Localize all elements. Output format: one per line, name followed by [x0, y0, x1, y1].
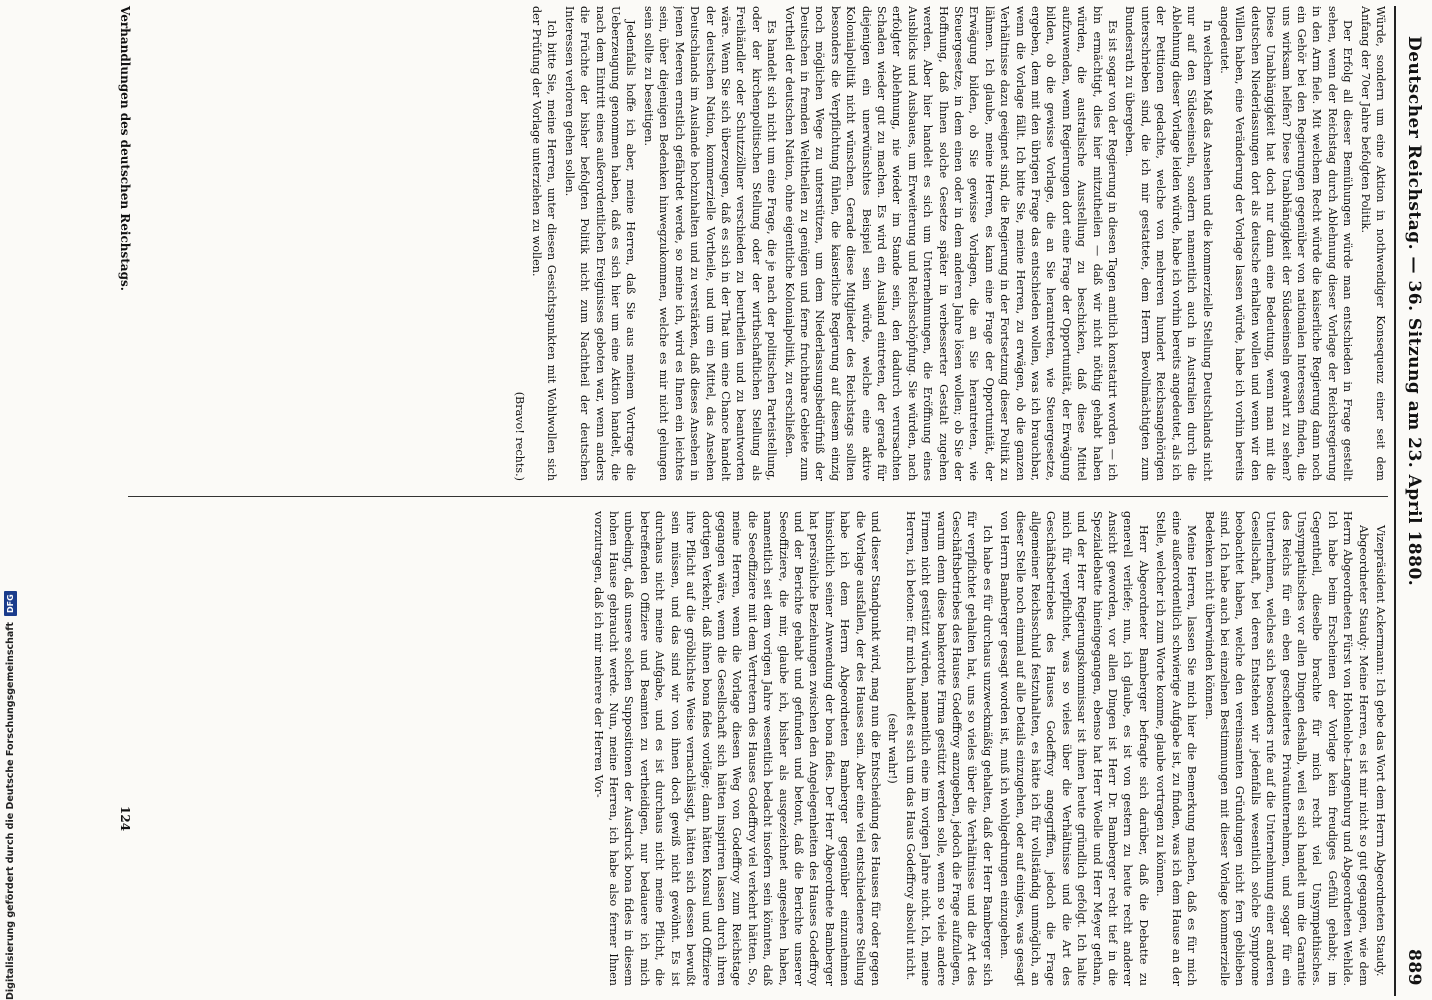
left-column	[118, 6, 1388, 481]
page-header	[1398, 6, 1428, 996]
left-footer: Verhandlungen des deutschen Reichstags.	[118, 6, 132, 291]
left-paragraph: In welchem Maß das Ansehen und die kommerzielle Stellung Deutschlands nicht nur auf den Südseeinseln, sondern namentlich auch in Australien durch die Ablehnung dieser Vorlage leiden würde, habe ich vorhin bereits angedeutet, als ich der Petitionen gedachte, welche von mehreren hundert Reichsangehörigen unterschrieben sind, die ich mir gestattete, dem Herrn Bevollmächtigten zum Bundesrath zu übergeben.	[1123, 6, 1214, 481]
credit-text: Digitalisierung gefördert durch die Deutsche Forschungsgemeinschaft	[4, 622, 16, 1000]
left-paragraph: Würde, sondern um eine Aktion in nothwendiger Konsequenz einer seit dem Anfang der 70er Jahre befolgten Politik.	[1358, 6, 1387, 481]
right-paragraph: Herr Abgeordneter Bamberger befragte sich darüber, daß die Debatte zu generell verliefe; nun, ich glaube, es ist von gestern zu heute recht anderer Ansicht geworden, vor allen Dingen ist Herr Dr. Bamberger recht tief in die Spezialdebatte hineingegangen, ebenso hat Herr Woelle und Herr Meyer gethan, und der Herr Regierungskommissar ist ihnen heute gründlich gefolgt. Ich halte mich für verpflichtet, was so vieles über die Verhältnisse und die Art des Geschäftsbetriebes des Hauses Godeffroy angegriffen, jedoch die Frage allgemeiner Reichsschuld festzuhalten, es hätte ich für vollständig unmöglich, an dieser Stelle noch einmal auf alle Details einzugehen, oder auf einiges, was gesagt von Herrn Bamberger gesagt worden ist, muß ich wohlgedrungen einzugehen.	[998, 511, 1150, 986]
interjection: (sehr wahr!)	[886, 713, 900, 784]
left-paragraph: Ich bitte Sie, meine Herren, unter diesen Gesichtspunkten mit Wohlwollen sich der Prüfung der Vorlage unterziehen zu wollen.	[530, 6, 559, 481]
header-rule	[1394, 6, 1396, 996]
left-paragraph: Der Erfolg all dieser Bemühungen würde man entschieden in Frage gestellt sehen, wenn der Reichstag durch Ablehnung dieser Vorlage der Reichsregierung in den Arm fiele. Mit welchem Recht würde die kaiserliche Regierung dann noch ein Gehör bei den Regierungen gegenüber von nationalen Interessen finden, die uns wirksam helfen? Diese Unabhängigkeit der Südseeinseln gewahrt zu sehen? Diese Unabhängigkeit hat doch nur dann eine Bedeutung, wenn man mit die deutschen Niederlassungen dort als deutsche erhalten wollen und wenn wir den Willen haben, eine Veränderung der Vorlage lassen würde, habe ich vorhin bereits angedeutet.	[1217, 6, 1355, 481]
left-paragraph: Es ist sogar von der Regierung in diesen Tagen amtlich konstatirt worden — ich bin ermächtigt, dies hier mitzutheilen — daß wir nicht nöthig gehabt haben würden, die australische Ausstellung zu beschicken, daß diese Mittel aufzuwenden, wenn Regierungen dort eine Frage der Opportunität, der Erwägung bilden, ob die gewisse Vorlage, die an Sie herantreten, wie Steuergesetze, ergeben, dem mit den übrigen Frage das entschieden wollen, was ich brauchbar, wenn die Vorlage fällt. Ich bitte Sie, meine Herren, zu erwägen, ob die ganzen Verhältnisse dazu geeignet sind, die Regierung in der Fortsetzung dieser Politik zu lähmen. Ich glaube, meine Herren, es kann eine Frage der Opportunität, der Erwägung bilden, ob Sie gewisse Vorlagen, die an Sie herantreten, wie Steuergesetze, in dem einen oder in dem anderen Jahre lösen wollen; ob Sie der Hoffnung, daß Ihnen solche Gesetze später in verbesserter Gestalt zugehen werden. Aber hier handelt es sich um Unternehmungen, die Eröffnung eines Ausblicks und Ausbaues, um Erweiterung und Reichsschöpfung. Sie würden, nach erfolgter Ablehnung, nie wieder im Stande sein, den dadurch verursachten Schaden wieder gut zu machen. Es wird ein Ausland eintreten, der gerade für diejenigen ein unerwünschtes Beispiel sein würde, welche eine aktive Kolonialpolitik nicht wünschen. Gerade diese Mitglieder des Reichstags sollten besonders die Verpflichtung fühlen, die kaiserliche Regierung auf diesem einzig noch möglichen Wege zu unterstützen, um dem Niederlassungsbedürfniß der Deutschen in fremden Welttheilen zu genügen und ferne fruchtbare Gebiete zum Vortheil der deutschen Nation, ohne eigentliche Kolonialpolitik, zu erschließen.	[782, 6, 1120, 481]
running-title: Deutscher Reichstag. — 36. Sitzung am 23. April 1880.	[1404, 36, 1424, 587]
right-paragraph: Vizepräsident Ackermann: Ich gebe das Wort dem Herrn Abgeordneten Staudy.	[1374, 525, 1387, 977]
rotated-page-content	[98, 6, 1428, 996]
right-paragraph: Abgeordneter Staudy: Meine Herren, es ist mir nicht so gut gegangen, wie dem Herrn Abgeordneten Fürst von Hohenlohe-Langenburg und Abgeordneten Wehlde. Ich habe beim Erscheinen der Vorlage kein freudiges Gefühl gehabt; im Gegentheil, dieselbe brachte für mich recht viel Unsympathisches. Unsympathisches vor allen Dingen deshalb, weil es sich handelt um die Garantie des Reichs für ein eben gescheitertes Privatunternehmen, und sogar für ein Unternehmen, welches sich besonders rufe auf die Unternehmung einer anderen Gesellschaft, bei deren Entstehen wir jedenfalls wesentlich solche Symptome beobachtet haben, welche den vereinsamten Gründungen nicht fern geblieben sind. Ich habe auch bei einzelnen Bestimmungen mit dieser Vorlage kommerzielle Bedenken nicht überwinden können.	[1202, 511, 1370, 986]
left-paragraph: Jedenfalls hoffe ich aber, meine Herren, daß Sie aus meinem Vortrage die Ueberzeugung genommen haben, daß es sich hier um eine Aktion handelt, die nach dem Eintritt eines außerordentlichen Ereignisses geboten war, wenn anders die Früchte der bisher befolgten Politik nicht zum Nachtheil der deutschen Interessen verloren gehen sollen.	[562, 6, 638, 481]
left-paragraph: Es handelt sich nicht um eine Frage, die je nach der politischen Parteistellung, oder der kirchenpolitischen Stellung oder der wirthschaftlichen Stellung als Freihändler oder Schutzzöllner verschieden zu beurtheilen und zu beantworten wäre. Wenn Sie sich überzeugen, daß es sich in der That um eine Chance handelt der deutschen Nation, kommerzielle Vortheile, und um ein Mittel, das Ansehen Deutschlands im Auslande hochzuhalten und zu verstärken, daß dieses Ansehen in jenen Meeren ernstlich gefährdet werde, so meine ich, wird es Ihnen ein leichtes sein, über diejenigen Bedenken hinwegzukommen, welche es mir nicht gelungen sein sollte zu beseitigen.	[641, 6, 779, 481]
right-paragraph: Meine Herren, lassen Sie mich hier die Bemerkung machen, daß es für mich eine außerordentlich schwierige Aufgabe ist, zu finden, was ich dem Hause an der Stelle, welcher ich zum Worte komme, glaube vortragen zu können.	[1154, 511, 1199, 986]
sheet-number: 124	[118, 806, 132, 832]
right-paragraph: Ich habe es für durchaus unzweckmäßig gehalten, daß der Herr Bamberger sich für verpflichtet gehalten hat, uns so vieles über die Verhältnisse und die Art des Geschäftsbetriebes des Hauses Godeffroy anzugeben, jedoch die Frage aufzulegen, warum denn diese bankerotte Firma gestützt werden solle, wenn so viele andere Firmen nicht gestützt würden, namentlich eine im vorigen Jahre nicht. Ich, meine Herren, ich betone: für mich handelt es sich um das Haus Godeffroy absolut nicht.	[903, 511, 994, 986]
page-number: 889	[1404, 949, 1424, 986]
column-separator	[128, 496, 1388, 497]
bravo-note: (Bravo! rechts.)	[512, 391, 526, 481]
digitization-credit	[2, 0, 18, 1000]
right-paragraph: und dieser Standpunkt wird, mag nun die Entscheidung des Hauses für oder gegen die Vorlage ausfallen, der des Hauses sein. Aber eine viel entschiedenere Stellung habe ich dem Herrn Abgeordneten Bamberger gegenüber einzunehmen hinsichtlich seiner Anwendung der bona fides. Der Herr Abgeordnete Bamberger hat persönliche Beziehungen zwischen den Angelegenheiten des Hauses Godeffroy und der Berichte gehabt und gefunden und betont, daß die Berichte unserer Seeoffiziere, die mir, glaube ich, bisher als ausgezeichnet angesehen haben, namentlich seit dem vorigen Jahre wesentlich bedacht insofern sein könnten, daß die Seeoffiziere mit dem Vertretern des Hauses Godeffroy viel verkehrt hätten. So, meine Herren, wenn die Vorlage diesen Weg von Godeffroy zum Reichstage gegangen wäre, wenn die Gesellschaft sich hätten inspiriren lassen durch ihren dortigen Verkehr, daß ihnen bona fides vorläge; dann hätten Konsul und Offiziere ihre Pflicht auf die gröblichste Weise vernachlässigt, hätten sich dessen bewußt sein müssen, und das sind wir von ihnen doch gewiß nicht gewöhnt. Es ist durchaus nicht meine Aufgabe, und es ist durchaus nicht meine Pflicht, die betreffenden Offiziere und Beamten zu vertheidigen, nur bedauere ich mich unbedingt, daß unsere solchen Suppositionen der Ausdruck bona fides in diesem hohen Hause gebraucht werde. Nun, meine Herren, ich habe also ferner Ihnen vorzutragen, daß ich mir mehrere der Herren Vor-	[591, 511, 882, 986]
dfg-logo: DFG	[4, 591, 17, 616]
right-column	[118, 511, 1388, 986]
